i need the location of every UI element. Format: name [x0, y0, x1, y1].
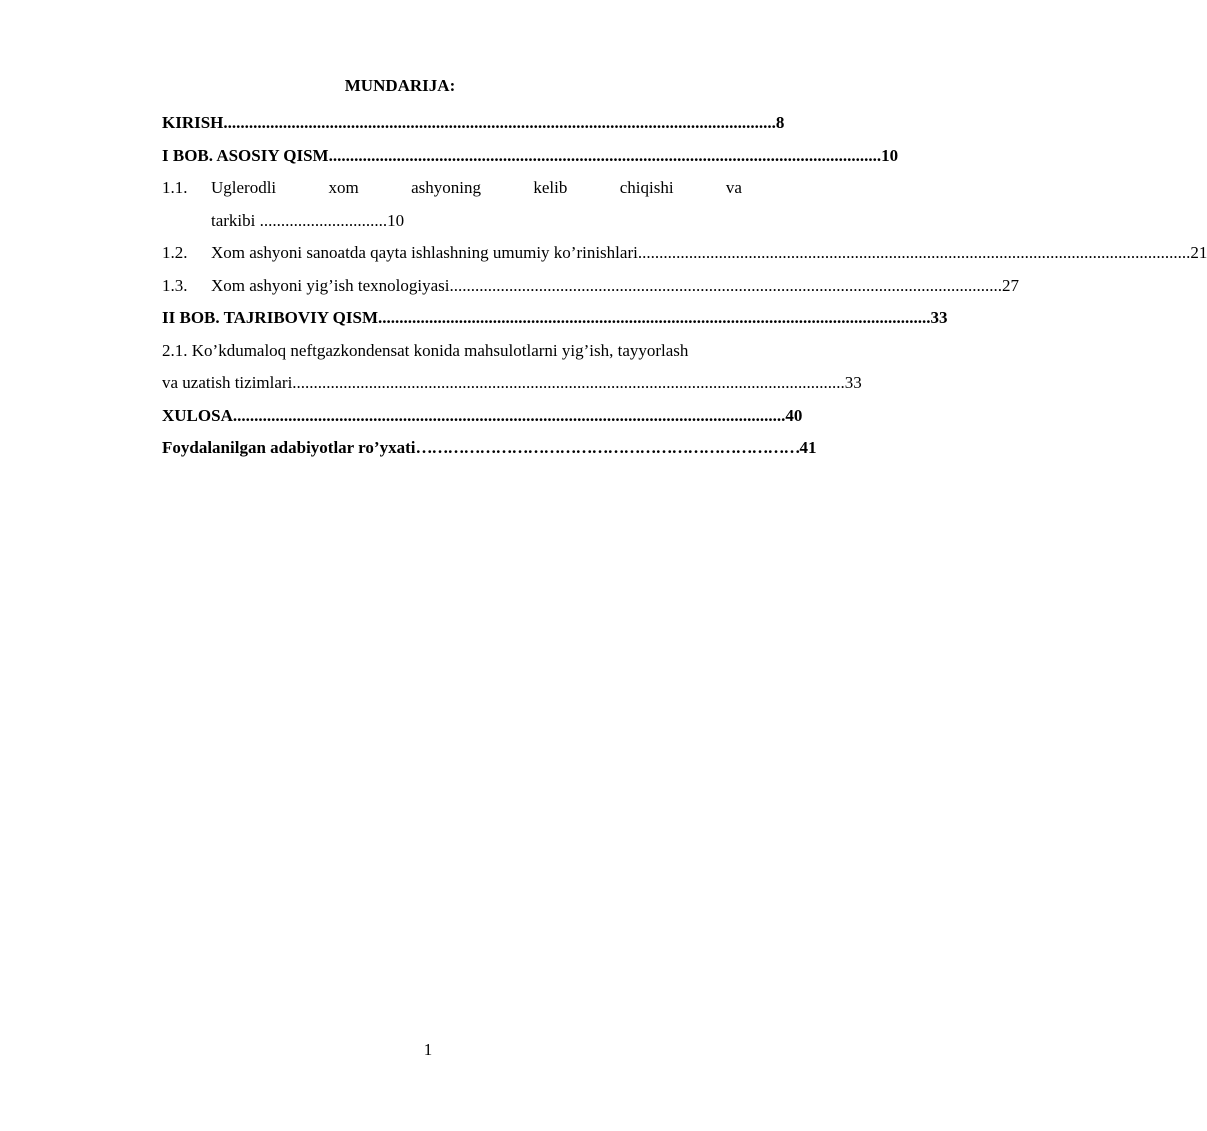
toc-entry-kirish	[162, 107, 785, 140]
toc-entry-references	[162, 432, 817, 465]
toc-entry-chapter-2	[162, 302, 948, 335]
toc-entry-label: Foydalanilgan adabiyotlar ro’yxati	[162, 438, 416, 457]
toc-page-number: 27	[1001, 275, 1019, 295]
toc-leader: ..................................................................................................................................	[637, 243, 1191, 262]
toc-page-number: 40	[785, 405, 803, 425]
toc-leader: ..............................	[259, 210, 388, 230]
toc-page-number: 41	[799, 438, 817, 457]
toc-entry-label: II BOB. TAJRIBOVIY QISM	[162, 308, 379, 327]
toc-word: kelib	[533, 178, 568, 197]
toc-page-number: 21	[1190, 243, 1207, 262]
toc-page-number: 8	[775, 113, 785, 132]
toc-word: va	[725, 178, 742, 197]
toc-entry-xulosa	[162, 400, 803, 433]
toc-leader-ellipsis: ………………………………………………………………	[415, 438, 800, 457]
toc-page-number: 33	[930, 308, 948, 327]
toc-leader: ..................................................................................................................................	[232, 405, 786, 425]
toc-word: ashyoning	[411, 178, 481, 197]
toc-entry-words	[211, 172, 742, 205]
toc-entry-label: Xom ashyoni sanoatda qayta ishlashning umumiy ko’rinishlari	[211, 243, 638, 262]
toc-title: MUNDARIJA:	[344, 76, 456, 95]
table-of-contents	[162, 107, 1207, 465]
toc-entry-label: XULOSA	[162, 405, 233, 425]
toc-page-number: 33	[844, 373, 862, 392]
toc-leader: ..................................................................................................................................	[378, 308, 931, 327]
toc-section-number: 1.1.	[162, 178, 188, 197]
toc-entry-label: va uzatish tizimlari	[162, 373, 293, 392]
toc-entry-label: I BOB. ASOSIY QISM	[162, 145, 329, 165]
toc-entry-label: KIRISH	[162, 113, 224, 132]
page-number: 1	[423, 1040, 433, 1059]
toc-word: xom	[328, 178, 359, 197]
toc-entry-chapter-1	[162, 140, 899, 173]
toc-leader: ..................................................................................................................................	[328, 145, 882, 165]
toc-word: chiqishi	[619, 178, 674, 197]
toc-entry-1-3	[162, 270, 1019, 303]
toc-entry-2-1-line1: 2.1. Ko’kdumaloq neftgazkondensat konida mahsulotlarni yig’ish, tayyorlash	[162, 340, 689, 360]
toc-section-number: 1.3.	[162, 275, 188, 295]
toc-entry-1-1-line2	[162, 205, 742, 238]
toc-leader: ..................................................................................................................................	[292, 373, 845, 392]
toc-leader: ..................................................................................................................................	[223, 113, 776, 132]
toc-entry-label: Xom ashyoni yig’ish texnologiyasi	[211, 275, 450, 295]
toc-leader: ..................................................................................................................................	[449, 275, 1002, 295]
toc-page-number: 10	[387, 210, 405, 230]
toc-entry-1-2	[162, 237, 1207, 270]
toc-page-number: 10	[881, 145, 899, 165]
toc-word: Uglerodli	[211, 178, 277, 197]
toc-entry-2-1-line2	[162, 367, 862, 400]
toc-entry-label: tarkibi	[211, 210, 260, 230]
toc-entry-1-1-line1	[162, 172, 742, 205]
toc-section-number: 1.2.	[162, 243, 188, 262]
